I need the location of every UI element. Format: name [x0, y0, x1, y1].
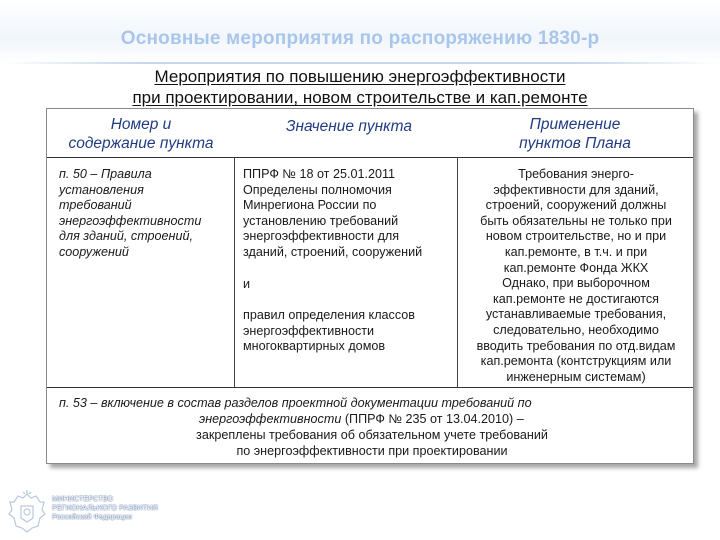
- table-header-row: [47, 109, 693, 158]
- logo-line-1: МИНИСТЕРСТВО: [52, 494, 114, 503]
- row1-col3-line: кап.ремонте Фонда ЖКХ: [503, 260, 649, 275]
- row1-col1-point: [59, 167, 229, 261]
- column-divider-2: [457, 157, 458, 387]
- slide-title: Основные мероприятия по распоряжению 1830-р: [120, 28, 600, 49]
- row1-col3-line: инженерным системам): [506, 369, 646, 384]
- row1-col1-line: п. 50 – Правила: [59, 167, 152, 181]
- header-number-content: [51, 115, 231, 153]
- logo-line-2: РЕГИОНАЛЬНОГО РАЗВИТИЯ: [52, 503, 158, 512]
- row1-col3-application: [463, 167, 689, 385]
- row2-line-1: п. 53 – включение в состав разделов проектной документации требований по: [59, 396, 532, 410]
- row1-col2-line: ППРФ № 18 от 25.01.2011: [243, 167, 396, 181]
- row1-col2-line: энергоэффективности для: [243, 229, 400, 244]
- row2-line-2-italic: энергоэффективности: [199, 412, 342, 426]
- header-meaning: Значение пункта: [285, 118, 412, 135]
- header-application: [459, 115, 691, 153]
- row1-col2-and: и: [243, 276, 251, 291]
- logo-line-3: Российской Федерации: [52, 512, 133, 521]
- row1-col3-line: новом строительстве, но и при: [485, 229, 667, 244]
- row1-col2-line: установлению требований: [243, 213, 399, 228]
- row2-line-4: по энергоэффективности при проектировании: [236, 444, 508, 458]
- row1-col3-line: Требования энерго-: [518, 167, 634, 181]
- row-divider: [47, 387, 693, 388]
- row1-col2-line: многоквартирных домов: [243, 339, 386, 354]
- header-col3-line1: Применение: [529, 116, 621, 133]
- row1-col2-line: Минрегиона России по: [243, 198, 377, 213]
- subtitle-line-1: Мероприятия по повышению энергоэффективности: [154, 67, 566, 86]
- row2-line-3: закреплены требования об обязательном учете требований: [196, 428, 548, 442]
- slide-subtitle: [0, 66, 720, 108]
- row1-col3-line: кап.ремонта (контструкциям или: [480, 354, 672, 369]
- header-col3-line2: пунктов Плана: [519, 135, 631, 152]
- logo-text: [52, 494, 172, 521]
- row1-col2-line: правил определения классов: [243, 308, 415, 323]
- header-col1-line1: Номер и: [110, 116, 172, 133]
- measures-table: [46, 108, 694, 464]
- row1-col1-line: установления: [59, 182, 144, 197]
- row1-col1-line: сооружений: [59, 244, 129, 259]
- coat-of-arms-icon: [4, 488, 50, 536]
- row1-col2-line: Определены полномочия: [243, 182, 392, 197]
- row1-col1-line: требований: [59, 198, 132, 213]
- row2-line-2: [59, 411, 685, 427]
- column-divider-1: [234, 157, 235, 387]
- row1-col3-line: следовательно, необходимо: [493, 322, 659, 337]
- header-col1-line2: содержание пункта: [68, 135, 214, 152]
- ministry-logo: [4, 488, 164, 536]
- row1-col3-line: быть обязательны не только при: [480, 213, 672, 228]
- row1-col2-line: энергоэффективности: [243, 323, 375, 338]
- row1-col1-line: для зданий, строений,: [59, 229, 193, 244]
- row1-col3-line: кап.ремонте, в т.ч. и при: [504, 244, 648, 259]
- row1-col3-line: эффективности для зданий,: [493, 182, 659, 197]
- row2-point-53: [59, 395, 685, 459]
- row1-col3-line: вводить требования по отд.видам: [476, 338, 676, 353]
- header-divider: [0, 62, 720, 64]
- row1-col1-line: энергоэффективности: [59, 213, 202, 228]
- row1-col2-meaning: [243, 167, 453, 355]
- row1-col3-line: устанавливаемые требования,: [485, 307, 667, 322]
- row1-col3-line: кап.ремонте не достигаются: [492, 291, 659, 306]
- subtitle-line-2: при проектировании, новом строительстве и кап.ремонте: [132, 88, 588, 107]
- row2-line-2-rest: (ППРФ № 235 от 13.04.2010) –: [341, 412, 524, 426]
- row1-col3-line: строений, сооружений должны: [485, 198, 667, 213]
- row1-col2-line: зданий, строений, сооружений: [243, 244, 423, 259]
- row1-col3-line: Однако, при выборочном: [502, 276, 650, 291]
